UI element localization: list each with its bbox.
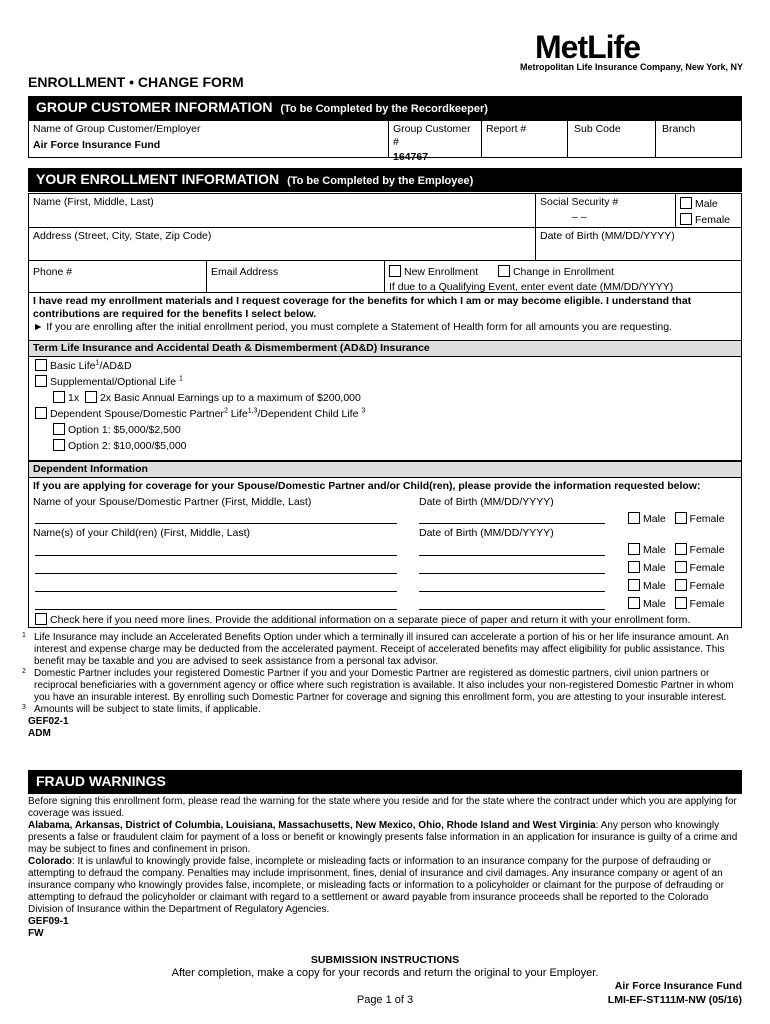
opt-2x-checkbox[interactable] xyxy=(85,391,97,403)
form-code: LMI-EF-ST111M-NW (05/16) xyxy=(607,994,742,1006)
footnote-code1: GEF02-1 xyxy=(28,716,69,727)
statement-text: I have read my enrollment materials and I request coverage for the benefits for which I am or may become eligible. I understand that contributions are required for the benefits I select below. xyxy=(33,295,692,320)
supplemental-life-sup: 1 xyxy=(179,375,183,383)
group-number-label: Group Customer # xyxy=(393,123,471,148)
fraud-title: FRAUD WARNINGS xyxy=(36,773,166,789)
report-label: Report # xyxy=(486,123,527,135)
fraud-colorado: Colorado xyxy=(28,856,72,867)
footnote-code2: ADM xyxy=(28,728,51,739)
page-number: Page 1 of 3 xyxy=(356,994,414,1006)
child2-dob-line[interactable] xyxy=(419,573,605,574)
footnote1: Life Insurance may include an Accelerated Benefits Option under which a terminally ill insured can accelerate a portion of his or her life insurance amount. An interest and expense charge may be deducted from the accelerated payment. Receipt of accelerated benefits may affect eligibility for public assistance. This benefit may be taxable and you are advised to seek assistance from a personal tax advisor. xyxy=(34,632,729,667)
child4-male-checkbox[interactable] xyxy=(628,597,640,609)
footnote1-mark: 1 xyxy=(22,632,26,639)
dependent-life-label: Dependent Spouse/Domestic Partner xyxy=(50,407,224,420)
dependent-life-b: Life xyxy=(227,407,248,420)
child2-female-checkbox[interactable] xyxy=(675,561,687,573)
fraud-code1: GEF09-1 xyxy=(28,916,69,927)
employee-name-label: Name (First, Middle, Last) xyxy=(33,196,154,208)
dependent-instruction: If you are applying for coverage for your Spouse/Domestic Partner and/or Child(ren), please provide the information requested below: xyxy=(33,479,701,492)
spouse-dob-label: Date of Birth (MM/DD/YYYY) xyxy=(419,496,554,508)
address-cell[interactable] xyxy=(29,228,536,260)
subcode-cell[interactable] xyxy=(568,121,656,157)
report-cell[interactable] xyxy=(482,121,568,157)
basic-life-tail: /AD&D xyxy=(99,359,132,372)
fraud-text xyxy=(28,796,744,940)
spouse-male-label: Male xyxy=(643,513,666,525)
child4-female-checkbox[interactable] xyxy=(675,597,687,609)
dependent-sup-c: 3 xyxy=(361,407,366,415)
child4-male-label: Male xyxy=(643,598,666,610)
footnote3-mark: 3 xyxy=(22,704,26,711)
child1-female-label: Female xyxy=(689,544,725,556)
submission-title: SUBMISSION INSTRUCTIONS xyxy=(310,954,460,966)
child3-dob-line[interactable] xyxy=(419,591,605,592)
company-name: Metropolitan Life Insurance Company, New York, NY xyxy=(520,62,744,72)
basic-life-label: Basic Life xyxy=(50,359,96,372)
more-lines-checkbox[interactable] xyxy=(35,613,47,625)
child1-name-line[interactable] xyxy=(35,555,397,556)
ssn-cell[interactable] xyxy=(536,194,676,227)
address-label: Address (Street, City, State, Zip Code) xyxy=(33,230,212,242)
female-label: Female xyxy=(695,213,731,226)
statement-arrow: ► If you are enrolling after the initial enrollment period, you must complete a Statement of Health form for all amounts you are requesting. xyxy=(33,321,672,334)
enrollment-note: (To be Completed by the Employee) xyxy=(287,175,474,187)
option2-checkbox[interactable] xyxy=(53,439,65,451)
dependent-heading: Dependent Information xyxy=(29,461,741,478)
spouse-name-label: Name of your Spouse/Domestic Partner (First, Middle, Last) xyxy=(33,496,312,508)
child1-male-label: Male xyxy=(643,544,666,556)
group-name-label: Name of Group Customer/Employer xyxy=(33,123,201,135)
child4-female-label: Female xyxy=(689,598,725,610)
new-enrollment-label: New Enrollment xyxy=(404,266,479,278)
employee-name-cell[interactable] xyxy=(29,194,536,227)
ssn-dashes: – – xyxy=(572,210,587,223)
enrollment-title: YOUR ENROLLMENT INFORMATION xyxy=(36,171,280,187)
child3-male-checkbox[interactable] xyxy=(628,579,640,591)
form-title: ENROLLMENT • CHANGE FORM xyxy=(28,74,244,90)
fraud-code2: FW xyxy=(28,928,44,939)
subcode-label: Sub Code xyxy=(574,123,621,135)
child3-female-label: Female xyxy=(689,580,725,592)
spouse-female-label: Female xyxy=(689,513,725,525)
dependent-sup-b: 1,3 xyxy=(247,407,258,415)
group-number-cell[interactable] xyxy=(389,121,482,164)
term-life-heading: Term Life Insurance and Accidental Death & Dismemberment (AD&D) Insurance xyxy=(29,341,741,357)
male-checkbox[interactable] xyxy=(680,197,692,209)
enrollment-table xyxy=(28,193,742,293)
basic-life-sup: 1 xyxy=(95,359,100,367)
option1-checkbox[interactable] xyxy=(53,423,65,435)
option2-label: Option 2: $10,000/$5,000 xyxy=(68,439,187,452)
dob-cell[interactable] xyxy=(536,228,743,260)
fraud-states-text: : Any person who knowingly presents a false or fraudulent claim for payment of a loss or benefit or knowingly presents false information in an application for insurance is guilty of a crime and may be subject to fines and confinement in prison. xyxy=(28,820,738,855)
child1-male-checkbox[interactable] xyxy=(628,543,640,555)
children-name-label: Name(s) of your Child(ren) (First, Middle, Last) xyxy=(33,527,251,539)
event-date-label: If due to a Qualifying Event, enter event date (MM/DD/YYYY) xyxy=(389,280,674,293)
fraud-states: Alabama, Arkansas, District of Columbia, Louisiana, Massachusetts, New Mexico, Ohio, Rhode Island and West Virginia xyxy=(28,820,596,831)
dob-label: Date of Birth (MM/DD/YYYY) xyxy=(540,230,675,242)
phone-label: Phone # xyxy=(33,266,73,278)
child2-female-label: Female xyxy=(689,562,725,574)
child1-dob-line[interactable] xyxy=(419,555,605,556)
change-enrollment-label: Change in Enrollment xyxy=(512,266,614,278)
group-info-title: GROUP CUSTOMER INFORMATION xyxy=(36,99,273,115)
child4-dob-line[interactable] xyxy=(419,609,605,610)
submission-text: After completion, make a copy for your records and return the original to your Employer. xyxy=(171,967,599,979)
group-number-value: 164767 xyxy=(393,151,429,164)
dependent-sup-a: 2 xyxy=(223,407,228,415)
spouse-female-checkbox[interactable] xyxy=(675,512,687,524)
more-lines-label: Check here if you need more lines. Provide the additional information on a separate piece of paper and return it with your enrollment form. xyxy=(50,614,691,626)
new-enrollment-checkbox[interactable] xyxy=(389,265,401,277)
dependent-life-c: /Dependent Child Life xyxy=(257,407,359,420)
child4-name-line[interactable] xyxy=(35,609,397,610)
group-name-value: Air Force Insurance Fund xyxy=(33,138,161,151)
term-life-box xyxy=(28,341,742,461)
group-name-cell[interactable] xyxy=(29,121,389,157)
opt-1x-label: 1x xyxy=(68,391,80,404)
female-checkbox[interactable] xyxy=(680,213,692,225)
footnotes xyxy=(22,632,748,740)
gender-cell xyxy=(676,194,743,227)
group-info-note: (To be Completed by the Recordkeeper) xyxy=(280,103,488,115)
spouse-dob-line[interactable] xyxy=(419,523,605,524)
option1-label: Option 1: $5,000/$2,500 xyxy=(68,423,181,436)
dependent-box xyxy=(28,461,742,628)
ssn-label: Social Security # xyxy=(540,196,619,208)
group-info-bar xyxy=(28,96,742,120)
child3-female-checkbox[interactable] xyxy=(675,579,687,591)
child2-male-checkbox[interactable] xyxy=(628,561,640,573)
statement-box xyxy=(28,293,742,341)
male-label: Male xyxy=(695,198,718,210)
opt-2x-label: 2x Basic Annual Earnings up to a maximum of $200,000 xyxy=(99,391,361,404)
basic-life-checkbox[interactable] xyxy=(35,359,47,371)
opt-1x-checkbox[interactable] xyxy=(53,391,65,403)
supplemental-life-checkbox[interactable] xyxy=(35,375,47,387)
footnote2-mark: 2 xyxy=(22,668,26,675)
footer-fund: Air Force Insurance Fund xyxy=(614,980,742,992)
child2-male-label: Male xyxy=(643,562,666,574)
branch-label: Branch xyxy=(662,123,696,135)
metlife-logo: MetLife xyxy=(535,29,640,65)
branch-cell[interactable] xyxy=(656,121,743,157)
phone-cell[interactable] xyxy=(29,261,207,293)
child2-name-line[interactable] xyxy=(35,573,397,574)
fraud-bar xyxy=(28,770,742,794)
child3-name-line[interactable] xyxy=(35,591,397,592)
group-info-table xyxy=(28,120,742,164)
footnote2: Domestic Partner includes your registered Domestic Partner if you and your Domestic Partner are registered as domestic partners, civil union partners or reciprocal beneficiaries with a government agency or office where such registration is available. It also includes your non-registered Domestic Partner in whom you have an insurable interest. By enrolling such Domestic Partner for coverage and signing this enrollment form, you are attesting to your insurable interest. xyxy=(34,668,734,703)
change-enrollment-checkbox[interactable] xyxy=(498,265,510,277)
child3-male-label: Male xyxy=(643,580,666,592)
spouse-name-line[interactable] xyxy=(35,523,397,524)
email-label: Email Address xyxy=(211,266,279,278)
enrollment-bar xyxy=(28,168,742,192)
dependent-life-checkbox[interactable] xyxy=(35,407,47,419)
fraud-intro: Before signing this enrollment form, please read the warning for the state where you reside and for the state where the contract under which you are applying for coverage was issued. xyxy=(28,796,737,819)
enrollment-type-cell xyxy=(385,261,743,293)
children-dob-label: Date of Birth (MM/DD/YYYY) xyxy=(419,527,554,539)
email-cell[interactable] xyxy=(207,261,385,293)
footnote3: Amounts will be subject to state limits, if applicable. xyxy=(34,704,261,715)
supplemental-life-label: Supplemental/Optional Life xyxy=(50,375,177,388)
spouse-male-checkbox[interactable] xyxy=(628,512,640,524)
child1-female-checkbox[interactable] xyxy=(675,543,687,555)
fraud-colorado-text: : It is unlawful to knowingly provide false, incomplete or misleading facts or information to an insurance company for the purpose of defrauding or attempting to defraud the company. Penalties may include imprisonment, fines, denial of insurance and civil damages. Any insurance company or agent of an insurance company who knowingly provides false, incomplete, or misleading facts or information to a policyholder or claimant for the purpose of defrauding or attempting to defraud the policyholder or claimant with regard to a settlement or award payable from insurance proceeds shall be reported to the Colorado Division of Insurance within the Department of Regulatory Agencies. xyxy=(28,856,724,915)
